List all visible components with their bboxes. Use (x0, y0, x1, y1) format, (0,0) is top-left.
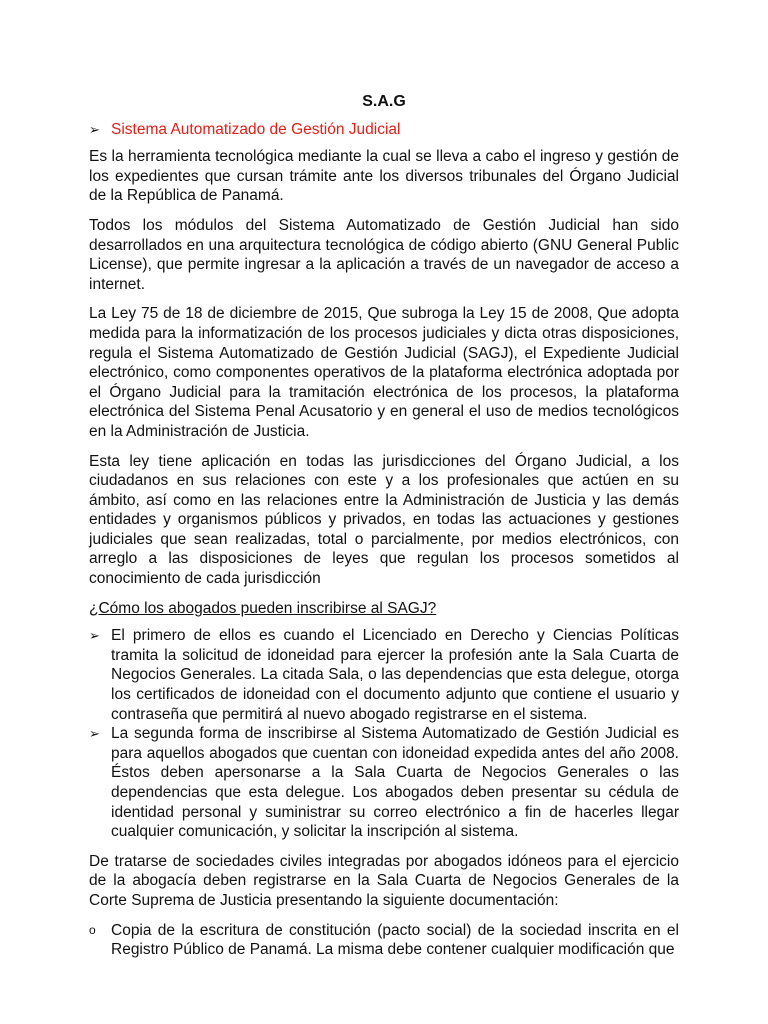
list-item (89, 724, 679, 842)
question-heading: ¿Cómo los abogados pueden inscribirse al SAGJ? (89, 599, 437, 617)
paragraph-2: Todos los módulos del Sistema Automatizado de Gestión Judicial han sido desarrollados en una arquitectura tecnológica de código abierto (GNU General Public License), que permite ingresar a la aplicación a través de un navegador de acceso a internet. (89, 216, 679, 293)
list-item (89, 626, 679, 724)
document-body (89, 92, 679, 960)
closing-paragraph: De tratarse de sociedades civiles integradas por abogados idóneos para el ejercicio de la abogacía deben registrarse en la Sala Cuarta de Negocios Generales de la Corte Suprema de Justicia presentando la siguiente documentación: (89, 852, 679, 909)
list-item (89, 921, 679, 960)
paragraph-1: Es la herramienta tecnológica mediante la cual se lleva a cabo el ingreso y gestión de los expedientes que cursan trámite ante los diversos tribunales del Órgano Judicial de la República de Panamá. (89, 148, 679, 205)
paragraph-3: La Ley 75 de 18 de diciembre de 2015, Que subroga la Ley 15 de 2008, Que adopta medida para la informatización de los procesos judiciales y dicta otras disposiciones, regula el Sistema Automatizado de Gestión Judicial (SAGJ), el Expediente Judicial electrónico, como componentes operativos de la plataforma electrónica adoptada por el Órgano Judicial para la tramitación electrónica de los procesos, la plataforma electrónica del Sistema Penal Acusatorio y en general el uso de medios tecnológicos en la Administración de Justicia. (89, 305, 679, 440)
circle-list (89, 921, 679, 960)
document-title: S.A.G (362, 93, 406, 110)
paragraph-4: Esta ley tiene aplicación en todas las jurisdicciones del Órgano Judicial, a los ciudadanos en sus relaciones con este y a los profesionales que actúen en su ámbito, así como en las relaciones entre la Administración de Justicia y las demás entidades y organismos públicos y privados, en todas las actuaciones y gestiones judiciales que sean realizadas, total o parcialmente, por medios electrónicos, con arreglo a las disposiciones de leyes que regulan los procesos sometidos al conocimiento de cada jurisdicción (89, 452, 679, 588)
arrow-bullet-icon: ➢ (89, 628, 100, 644)
circle-bullet-icon: o (89, 922, 96, 937)
list-item-text: Copia de la escritura de constitución (pacto social) de la sociedad inscrita en el Registro Público de Panamá. La misma debe contener cualquier modificación que (111, 921, 679, 959)
list-item-text: La segunda forma de inscribirse al Sistema Automatizado de Gestión Judicial es para aquellos abogados que cuentan con idoneidad expedida antes del año 2008. Éstos deben apersonarse a la Sala Cuarta de Negocios Generales o las dependencias que esta delegue. Los abogados deben presentar su cédula de identidad personal y suministrar su correo electrónico a fin de hacerles llegar cualquier comunicación, y solicitar la inscripción al sistema. (111, 725, 679, 841)
arrow-bullet-icon: ➢ (89, 121, 100, 137)
section-heading-text: Sistema Automatizado de Gestión Judicial (111, 120, 401, 138)
section-heading (89, 120, 679, 140)
arrow-bullet-icon: ➢ (89, 726, 100, 742)
bullet-list (89, 626, 679, 842)
list-item-text: El primero de ellos es cuando el Licenciado en Derecho y Ciencias Políticas tramita la solicitud de idoneidad para ejercer la profesión ante la Sala Cuarta de Negocios Generales. La citada Sala, o las dependencias que esta delegue, otorga los certificados de idoneidad con el documento adjunto que contiene el usuario y contraseña que permitirá al nuevo abogado registrarse en el sistema. (111, 627, 679, 723)
